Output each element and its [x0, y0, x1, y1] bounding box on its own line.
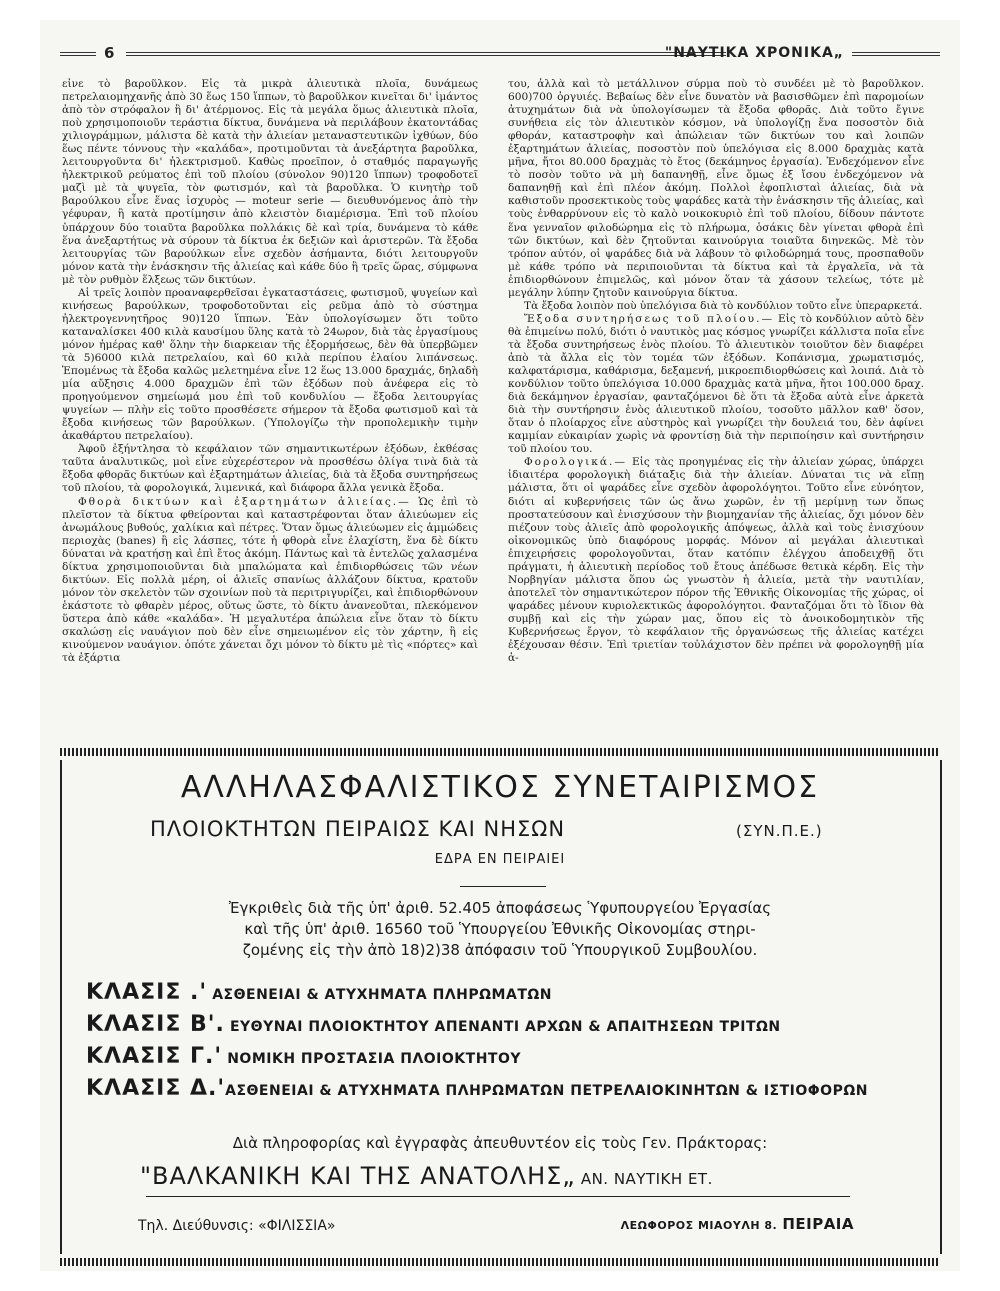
- insurance-class-d: [86, 1076, 868, 1101]
- ad-divider: [460, 886, 546, 887]
- paragraph-text: Εἰς τὰς προηγμένας εἰς τὴν ἁλιείαν χώρας, ὑπάρχει ἰδιαιτέρα φορολογικὴ διάταξις διὰ τὴν ἁλιείαν. Δύναται τις νὰ εἴπῃ μάλιστα, ὅτι οἱ ψαράδες εἶνε σχεδὸν ἀφορολόγητοι. Τοῦτο εἶνε εὐνόητον, διότι αἱ κυβερνήσεις τῶν ὡς ἄνω χωρῶν, ἐν τῇ μερίμνῃ των ὅπως προστατεύσουν καὶ ἐνισχύσουν τὴν βιομηχανίαν τῆς ἁλιείας, ὄχι μόνον δὲν πιέζουν τοὺς ἁλιεῖς ἀπὸ φορολογικῆς ἀπόψεως, ἀλλὰ καὶ τοὺς ἐνισχύουν οἰκονομικῶς ὑπὸ διαφόρους μορφάς. Μόνον αἱ μεγάλαι ἁλιευτικαὶ ἐπιχειρήσεις φορολογοῦνται, ὅταν κατόπιν ἐλέγχου ἀποδειχθῇ ὅτι πράγματι, ἡ ἁλιευτικὴ περίοδος τοῦ ἔτους ἀπέδωσε θετικὰ κέρδη. Εἰς τὴν Νορβηγίαν μάλιστα ὅπου ὡς γνωστὸν ἡ ἁλιεία, μετὰ τὴν ναυτιλίαν, ἀποτελεῖ τὸν σημαντικώτερον πόρον τῆς Ἐθνικῆς Οἰκονομίας τῆς χώρας, οἱ ψαράδες μένουν κυριολεκτικῶς ἀφορολόγητοι. Φανταζόμαι ὅτι τὸ ἴδιον θὰ συμβῇ καὶ εἰς τὴν χώραν μας, ὅπου εἰς τὸ ἀνοικοδομητικὸν τῆς Κυβερνήσεως ἔργον, τὸ κεφάλαιον τῆς ὀργανώσεως τῆς ἁλιείας κατέχει ἐξέχουσαν θέσιν. Ἐπὶ τριετίαν τοὐλάχιστον δὲν πρέπει νὰ φορολογηθῇ μία ἁ-: [508, 456, 924, 665]
- class-key: ΚΛΑΣΙΣ .': [86, 980, 208, 1005]
- section-subheading: Φορολογικά.—: [524, 456, 627, 469]
- article-column-left: [62, 78, 478, 748]
- section-subheading: Φθορὰ δικτύων καὶ ἐξαρτημάτων ἁλιείας.—: [78, 495, 411, 508]
- section-subheading: Ἔξοδα συντηρήσεως τοῦ πλοίου.—: [524, 312, 775, 325]
- insurance-class-b: [86, 1012, 781, 1037]
- paragraph-text: Ὡς ἐπὶ τὸ πλεῖστον τὰ δίκτυα φθείρονται καὶ καταστρέφονται ὅταν ἁλιεύωμεν εἰς ἀνωμάλους βυθούς, χαλίκια καὶ πέτρες. Ὅταν ὅμως ἁλιεύωμεν εἰς ἀμμώδεις περιοχὰς (banes) ἢ εἰς λάσπες, τότε ἡ φθορὰ εἶνε ἐλαχίστη, ἕνα δὲ δίκτυ δύναται νὰ κρατήσῃ καὶ ἐπὶ ἔτος ἀκόμη. Πάντως καὶ τὰ ἐντελῶς χαλασμένα δίκτυα χρησιμοποιοῦνται διὰ μπαλώματα καὶ ἐπιδιορθώσεις τῶν νέων δικτύων. Εἰς πολλὰ μέρη, οἱ ἁλιεῖς σπανίως ἀλλάζουν δίκτυα, κρατοῦν μόνον τὸν σκελετὸν τῶν σχοινίων ποὺ τὰ περιτριγυρίζει, καὶ ἐπιδιορθώνουν ἑκάστοτε τὸ φθαρὲν μέρος, οὕτως ὥστε, τὸ δίκτυ ἀνανεοῦται, πλεκόμενον ὕστερα ἀπὸ κάθε «καλάδα». Ἡ μεγαλυτέρα ἀπώλεια εἶνε ὅταν τὸ δίκτυ σκαλώσῃ εἰς ναυάγιον ποὺ δὲν εἶνε σημειωμένον εἰς τὸν χάρτην, ἢ εἰς κινούμενον ναυάγιον. ὁπότε χάνεται ὄχι μόνον τὸ δίκτυ μὲ τὶς «πόρτες» καὶ τὰ ἐξάρτια: [62, 495, 478, 665]
- address-city: ΠΕΙΡΑΙΑ: [782, 1215, 854, 1233]
- decree-line: καὶ τῆς ὑπ' ἀριθ. 16560 τοῦ Ὑπουργείου Ἐθνικῆς Οἰκονομίας στηρι-: [244, 920, 756, 938]
- ad-border-stripe-bottom: [60, 1258, 940, 1266]
- class-key: ΚΛΑΣΙΣ Γ.': [86, 1044, 223, 1069]
- class-description: ΑΣΘΕΝΕΙΑΙ & ΑΤΥΧΗΜΑΤΑ ΠΛΗΡΩΜΑΤΩΝ: [212, 987, 552, 1003]
- ad-agent-underline: [146, 1196, 850, 1197]
- paragraph: εἶνε τὸ βαροῦλκον. Εἰς τὰ μικρὰ ἁλιευτικὰ πλοῖα, δυνάμεως πετρελαιομηχανῆς ἀπὸ 30 ἕως 150 ἵππων, τὸ βαροῦλκον κινεῖται δι' ἱμάντος ἀπὸ τὸν στρόφαλον ἢ δι' ἀτέρμονος. Εἰς τὰ μεγάλα ὅμως ἁλιευτικὰ πλοῖα, ποὺ χρησιμοποιοῦν τεράστια δίκτυα, δυνάμενα νὰ περιλάβουν ἑκατοντάδας χιλιογράμμων, μάλιστα δὲ κατὰ τὴν ἁλιείαν μεταναστευτικῶν ἰχθύων, δύο ἕως πέντε τόννους τὴν «καλάδα», προτιμοῦνται τὰ ἀνεξάρτητα βαροῦλκα, λειτουργοῦντα δι' ἠλεκτρισμοῦ. Καθὼς προεῖπον, ὁ σταθμός παραγωγῆς ἠλεκτρικοῦ ρεύματος ἐπὶ τοῦ πλοίου (σύνολον 90)120 ἵππων) τροφοδοτεῖ μαζὶ μὲ τὰ ψυγεῖα, τὸν φωτισμόν, καὶ τὰ βαροῦλκα. Ὁ κινητὴρ τοῦ βαρούλκου εἶνε ἕνας ἰσχυρὸς — moteur serie — διευθυνόμενος ἀπὸ τὴν γέφυραν, ἢ κατὰ προτίμησιν ἀπὸ κλειστὸν διαμέρισμα. Ἐπὶ τοῦ πλοίου ὑπάρχουν δύο τοιαῦτα βαροῦλκα πολλάκις δὲ καὶ τρία, δυνάμενα τὸ κάθε ἕνα ἀνεξαρτήτως νὰ σύρουν τὰ δίκτυα ἐκ δεξιῶν καὶ ἀριστερῶν. Τὰ ἔξοδα λειτουργίας τῶν βαρούλκων εἶνε σχεδὸν ἀσήμαντα, διότι λειτουργοῦν μόνον κατὰ τὴν ἐνάσκησιν τῆς ἁλιείας καὶ κάθε δύο ἢ τρεῖς ὥρας, σύμφωνα μὲ τὸν ρυθμὸν ἕλξεως τῶν δικτύων.: [62, 78, 478, 286]
- ad-telegraph: Τηλ. Διεύθυνσις: «ΦΙΛΙΣΣΙΑ»: [138, 1218, 336, 1234]
- decree-line: Ἐγκριθεὶς διὰ τῆς ὑπ' ἀριθ. 52.405 ἀποφάσεως Ὑφυπουργείου Ἐργασίας: [228, 899, 772, 917]
- paragraph: [508, 456, 924, 665]
- agent-suffix: ΑΝ. ΝΑΥΤΙΚΗ ΕΤ.: [580, 1170, 713, 1188]
- paragraph: Αἱ τρεῖς λοιπὸν προαναφερθεῖσαι ἐγκαταστάσεις, φωτισμοῦ, ψυγείων καὶ κινήσεως βαρούλκων, τροφοδοτοῦνται εἰς ρεῦμα ἀπὸ τὸ σύστημα ἠλεκτρογεννητῆρος 90)120 ἵππων. Ἐὰν ὑπολογίσωμεν ὅτι τοῦτο καταναλίσκει 400 κιλὰ καυσίμου ὕλης κατὰ τὸ 24ωρον, διὰ τὰς ἐργασίμους μόνον ἡμέρας καθ' ὅλην τὴν διαρκειαν τῆς ἐξορμήσεως, δὲν θὰ ὑπερβῶμεν τὰ 5)6000 κιλὰ πετρελαίου, καὶ 60 κιλὰ περίπου ἐλαίου λιπάνσεως. Ἑπομένως τὰ ἔξοδα καλῶς μελετημένα εἶνε 12 ἕως 13.000 δραχμάς, δηλαδὴ μία αὔξησις 4.000 δραχμῶν ἐπὶ τῶν ἐξόδων ποὺ ἀνέφερα εἰς τὸ προηγούμενον σημείωμά μου ἐπὶ τοῦ κονδυλίου — ἔξοδα λειτουργίας ψυγείων — πλὴν εἰς τοῦτο προσθέσετε σήμερον τὰ ἔξοδα φωτισμοῦ καὶ τὰ ἔξοδα κινήσεως τῶν βαρούλκων. (Ὑπολογίζω τὴν προπολεμικὴν τιμὴν ἀκαθάρτου πετρελαίου).: [62, 286, 478, 443]
- ad-abbreviation: (ΣΥΝ.Π.Ε.): [736, 822, 823, 840]
- page-header: [60, 44, 940, 68]
- ad-info-line: Διὰ πληροφορίας καὶ ἐγγραφὰς ἀπευθυντέον εἰς τοὺς Γεν. Πράκτορας:: [232, 1134, 768, 1152]
- ad-address: [621, 1214, 854, 1233]
- paragraph: [508, 313, 924, 457]
- ad-decree: [60, 898, 940, 961]
- paragraph: [62, 496, 478, 666]
- decree-line: ζομένης εἰς τὴν ἀπὸ 18)2)38 ἀπόφασιν τοῦ Ὑπουργικοῦ Συμβουλίου.: [242, 941, 758, 959]
- article-column-right: [508, 78, 924, 748]
- class-description: ΑΣΘΕΝΕΙΑΙ & ΑΤΥΧΗΜΑΤΑ ΠΛΗΡΩΜΑΤΩΝ ΠΕΤΡΕΛΑΙΟΚΙΝΗΤΩΝ & ΙΣΤΙΟΦΟΡΩΝ: [225, 1083, 868, 1099]
- journal-title: "ΝΑΥΤΙΚΑ ΧΡΟΝΙΚΑ„: [664, 45, 844, 61]
- insurance-class-c: [86, 1044, 521, 1069]
- paragraph: Ἀφοῦ ἐξήντλησα τὸ κεφάλαιον τῶν σημαντικωτέρων ἐξόδων, ἐκθέσας ταῦτα ἀναλυτικῶς, μοὶ εἶνε εὐχερέστερον νὰ προσθέσω ὀλίγα τινὰ διὰ τὰ ἔξοδα φθορᾶς δικτύων καὶ ἐξαρτημάτων ἁλιείας, διὰ τὰ ἔξοδα συντηρήσεως τοῦ πλοίου, τὰ φορολογικά, λιμενικά, καὶ διάφορα ἄλλα γενικὰ ἔξοδα.: [62, 443, 478, 495]
- page-number: 6: [104, 44, 115, 62]
- ad-agent: [140, 1162, 713, 1190]
- advertisement: [60, 748, 940, 1268]
- header-rule-middle: [126, 52, 726, 56]
- insurance-class-a: [86, 980, 552, 1005]
- class-key: ΚΛΑΣΙΣ Δ.': [86, 1076, 226, 1101]
- ad-seat: ΕΔΡΑ ΕΝ ΠΕΙΡΑΙΕΙ: [434, 852, 566, 867]
- class-description: ΕΥΘΥΝΑΙ ΠΛΟΙΟΚΤΗΤΟΥ ΑΠΕΝΑΝΤΙ ΑΡΧΩΝ & ΑΠΑΙΤΗΣΕΩΝ ΤΡΙΤΩΝ: [229, 1019, 781, 1035]
- agent-name: "ΒΑΛΚΑΝΙΚΗ ΚΑΙ ΤΗΣ ΑΝΑΤΟΛΗΣ„: [140, 1162, 576, 1190]
- paragraph: του, ἀλλὰ καὶ τὸ μετάλλινον σύρμα ποὺ τὸ συνδέει μὲ τὸ βαροῦλκον. 600)700 ὀργυιές. Βεβαίως δὲν εἶνε δυνατὸν νὰ βασισθῶμεν ἐπὶ παρομοίων ἀτυχημάτων διὰ νὰ ὑπολογίσωμεν τὰ ἔξοδα φθορᾶς. Διὰ τοῦτο ἔγινε συνήθεια εἰς τὸν ἁλιευτικὸν κόσμον, νὰ ὑπολογίζῃ ἕνα ποσοστὸν διὰ φθοράν, καταστροφὴν καὶ ἀπώλειαν τῶν δικτύων του καὶ λοιπῶν ἐξαρτημάτων ἁλιείας, ποσοστὸν ποὺ ὑπελόγισα εἰς 8.000 δραχμὰς κατὰ μῆνα, ἤτοι 80.000 δραχμὰς τὸ ἔτος (δεκάμηνος ἐργασία). Ἐνδεχόμενον εἶνε τὸ ποσὸν τοῦτο νὰ μὴ δαπανηθῇ, εἶνε ὅμως ἐξ ἴσου ἐνδεχόμενον νὰ δαπανηθῇ καὶ ἐπὶ πλέον ἀκόμη. Πολλοὶ ἐφοπλισταὶ ἁλιείας, διὰ νὰ καθιστοῦν προσεκτικοὺς τοὺς ψαράδες κατὰ τὴν ἐνάσκησιν τῆς ἁλιείας, καὶ τοὺς ἐνθαρρύνουν εἰς τὸ καλὸ νοικοκυριὸ ἐπὶ τοῦ πλοίου, δίδουν πάντοτε ἕνα γενναῖον φιλοδώρημα εἰς τὸ πλήρωμα, ὁσάκις δὲν γίνεται φθορὰ ἐπὶ τῶν δικτύων, καὶ δὲν ζητοῦνται καινούργια τοιαῦτα διηνεκῶς. Μὲ τὸν τρόπον αὐτόν, οἱ ψαράδες διὰ νὰ λάβουν τὸ φιλοδώρημά τους, προσπαθοῦν μὲ κάθε τρόπο νὰ περιποιοῦνται τὰ δίκτυα καὶ τὰ ἐργαλεῖα, νὰ τὰ ἐπιδιορθώνουν ἐπιμελῶς, καὶ μόνον ὅταν τὰ χάσουν τελείως, τότε μὲ μεγάλην λύπην ζητοῦν καινούργια δίκτυα.: [508, 78, 924, 299]
- address-street: ΛΕΩΦΟΡΟΣ ΜΙΑΟΥΛΗ 8.: [620, 1219, 778, 1232]
- class-key: ΚΛΑΣΙΣ Β'.: [86, 1012, 225, 1037]
- class-description: ΝΟΜΙΚΗ ΠΡΟΣΤΑΣΙΑ ΠΛΟΙΟΚΤΗΤΟΥ: [227, 1051, 521, 1067]
- header-rule-left: [60, 52, 96, 56]
- ad-border-stripe-top: [60, 748, 940, 756]
- paragraph-text: Εἰς τὸ κονδύλιον αὐτὸ δὲν θὰ ἐπιμείνω πολύ, διότι ὁ ναυτικὸς μας κόσμος γνωρίζει κάλλιστα ποῖα εἶνε τὰ ἔξοδα συντηρήσεως ἑνὸς πλοίου. Τὸ ἁλιευτικὸν τοιοῦτον δὲν διαφέρει ἀπὸ τὰ ἄλλα εἰς τὸν τομέα τῶν ἐξόδων. Κοπάνισμα, χρωματισμός, καλφατάρισμα, καθάρισμα, δεξαμενή, μικροεπιδιορθώσεις καὶ λοιπά. Διὰ τὸ κονδύλιον τοῦτο ὑπελόγισα 10.000 δραχμὰς κατὰ μῆνα, ἤτοι 100.000 δραχ. διὰ δεκάμηνον ἐργασίαν, φανταζόμενοι δὲ ὅτι τὰ ἔξοδα αὐτὰ εἶνε ἀρκετὰ διὰ τὴν συντήρησιν ἑνὸς ἁλιευτικοῦ πλοίου, τοσοῦτο μᾶλλον καθ' ὅσον, ὅταν ὁ πλοίαρχος εἶνε αὐστηρὸς καὶ γνωρίζει τὴν δουλειά του, δὲν ἀφίνει καμμίαν εὐκαιρίαν χωρὶς νὰ φροντίσῃ διὰ τὴν περιποίησιν καὶ συντήρησιν τοῦ πλοίου του.: [508, 312, 924, 456]
- paragraph: Τὰ ἔξοδα λοιπὸν ποὺ ὑπελόγισα διὰ τὸ κονδύλιον τοῦτο εἶνε ὑπεραρκετά.: [524, 299, 923, 312]
- ad-title: ΑΛΛΗΛΑΣΦΑΛΙΣΤΙΚΟΣ ΣΥΝΕΤΑΙΡΙΣΜΟΣ: [180, 770, 820, 805]
- ad-subtitle: ΠΛΟΙΟΚΤΗΤΩΝ ΠΕΙΡΑΙΩΣ ΚΑΙ ΝΗΣΩΝ: [150, 817, 566, 841]
- header-rule-right: [852, 52, 940, 56]
